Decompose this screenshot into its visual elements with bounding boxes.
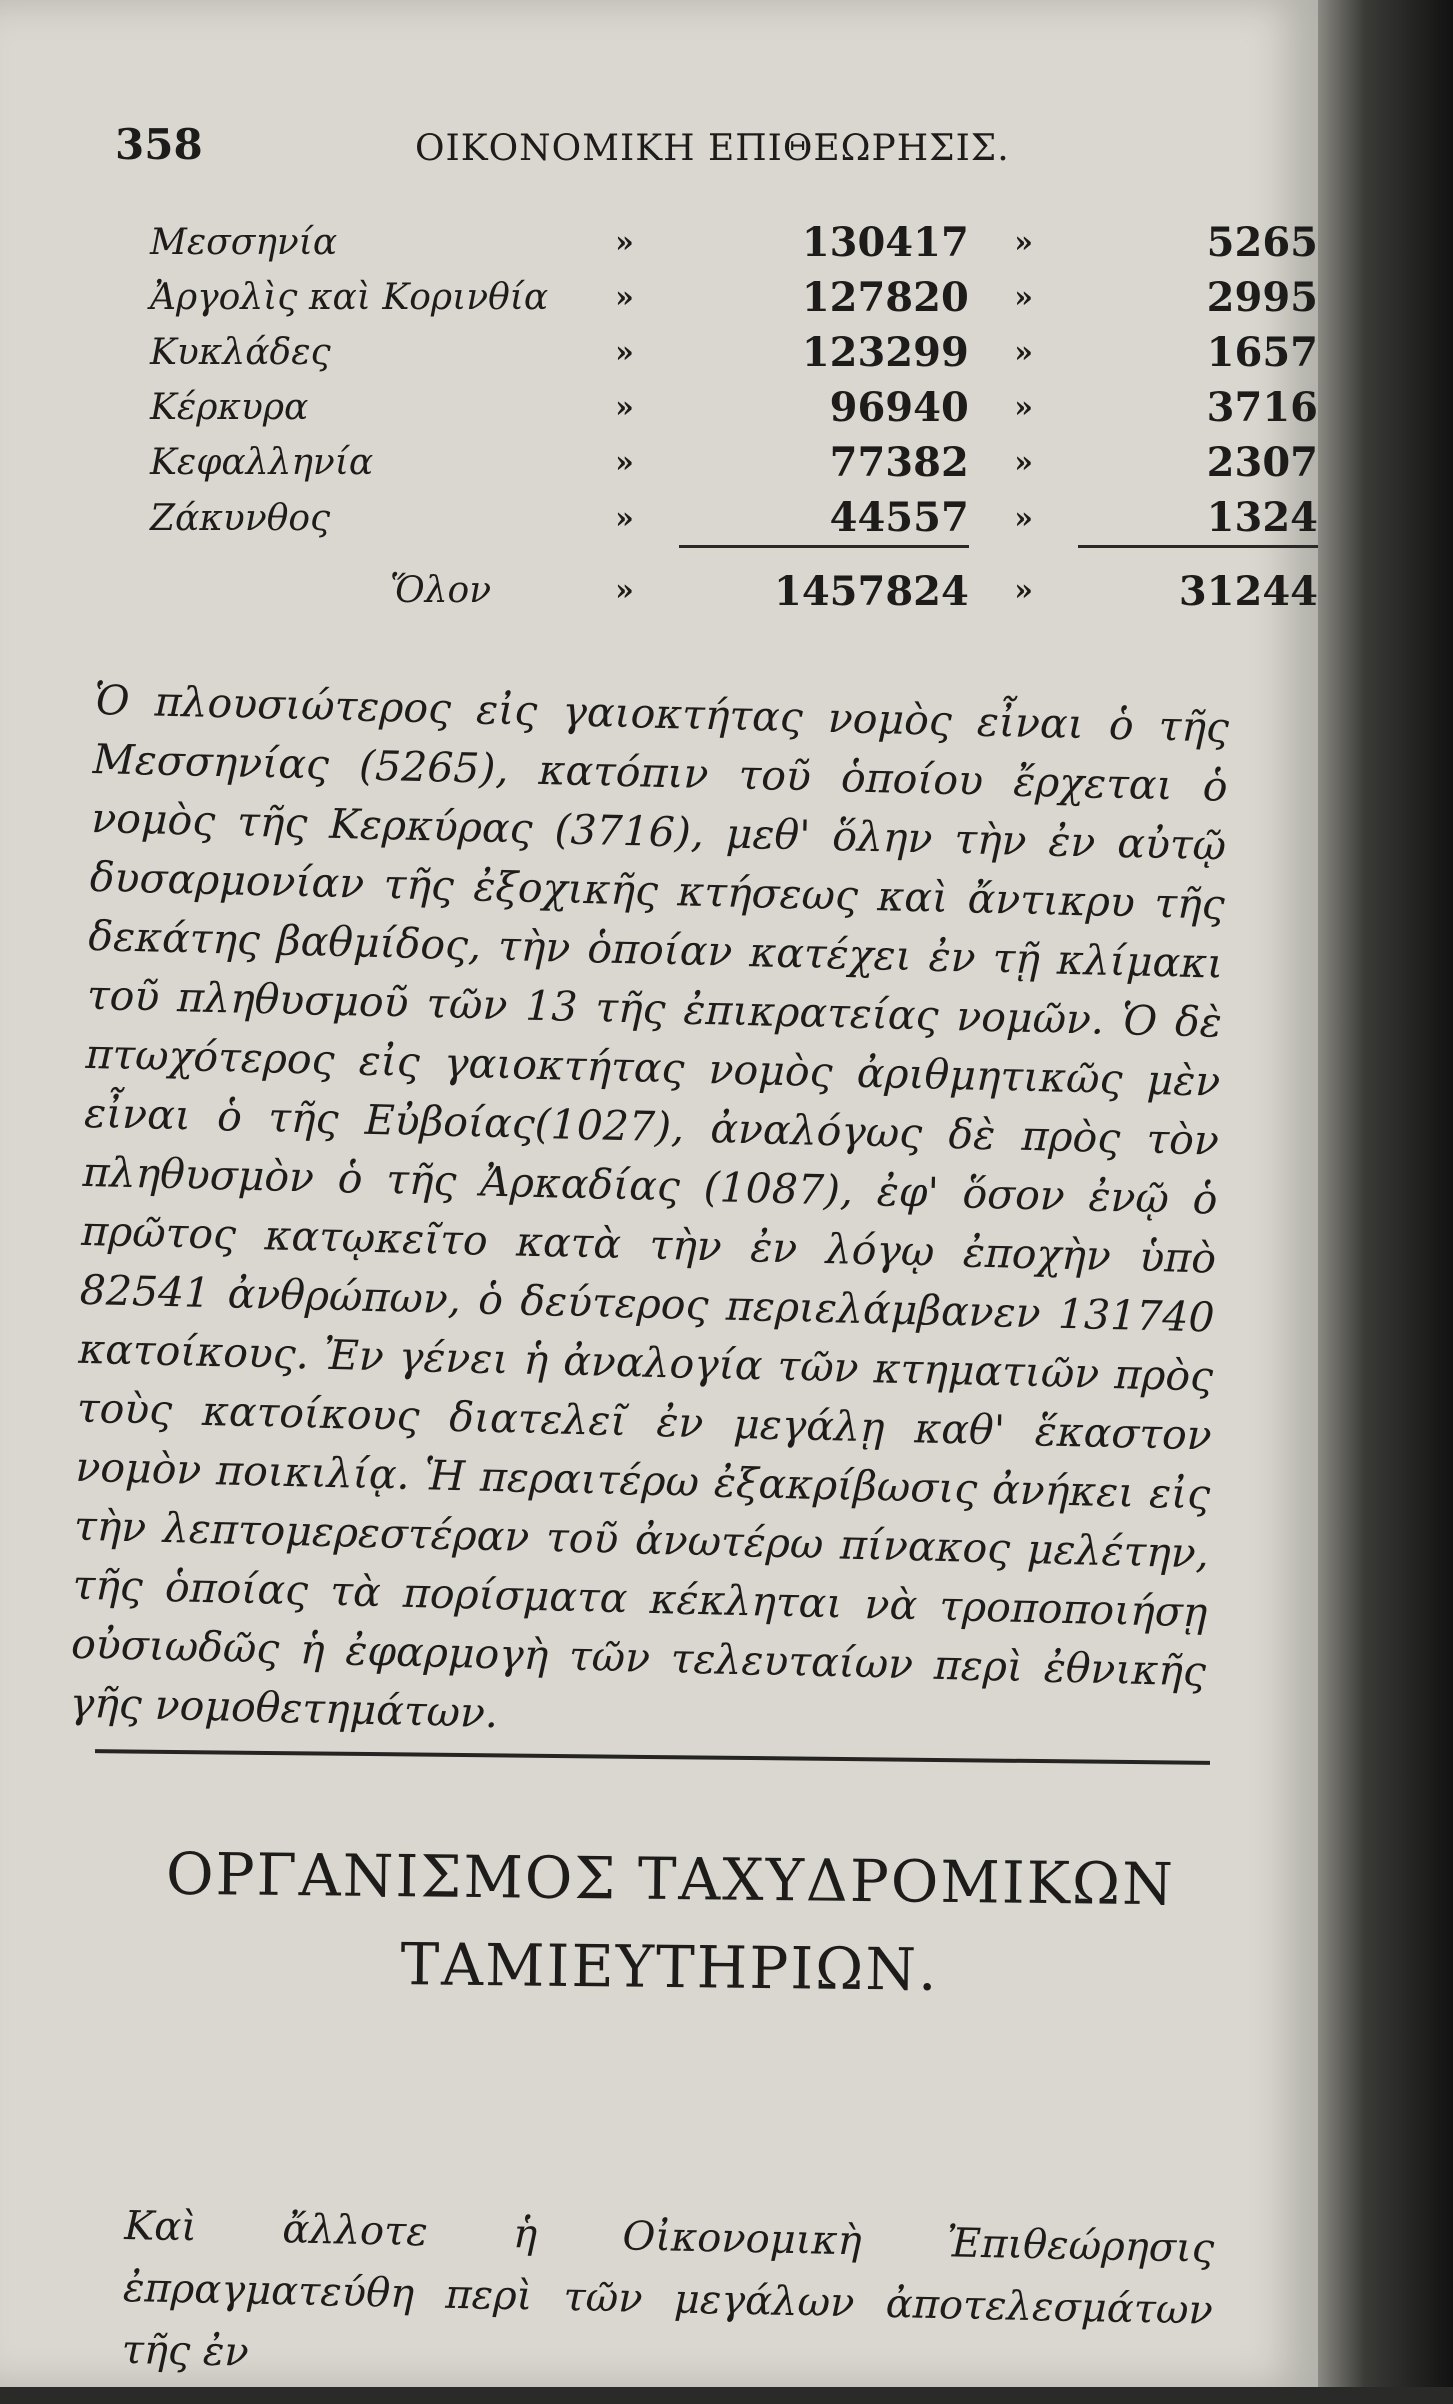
ditto-mark: » [1014, 225, 1033, 260]
table-row [150, 325, 1318, 380]
population-value: 127820 [801, 274, 969, 321]
ditto-mark: » [1014, 280, 1033, 315]
ditto-mark: » [1014, 335, 1033, 370]
population-value: 123299 [801, 329, 969, 376]
ditto-mark: » [615, 280, 634, 315]
landowners-value: 1657 [1206, 329, 1318, 376]
body-paragraph: Ὁ πλουσιώτερος εἰς γαιοκτήτας νομὸς εἶναι ὁ τῆς Μεσσηνίας (5265), κατόπιν τοῦ ὁποίου ἔρχεται ὁ νομὸς τῆς Κερκύρας (3716), μεθ' ὅλην τὴν ἐν αὐτῷ δυσαρμονίαν τῆς ἐξοχικῆς κτήσεως καὶ ἄντικρυ τῆς δεκάτης βαθμίδος, τὴν ὁποίαν κατέχει ἐν τῇ κλίμακι τοῦ πληθυσμοῦ τῶν 13 τῆς ἐπικρατείας νομῶν. Ὁ δὲ πτωχότερος εἰς γαιοκτήτας νομὸς ἀριθμητικῶς μὲν εἶναι ὁ τῆς Εὐβοίας(1027), ἀναλόγως δὲ πρὸς τὸν πληθυσμὸν ὁ τῆς Ἀρκαδίας (1087), ἐφ' ὅσον ἐνῷ ὁ πρῶτος κατῳκεῖτο κατὰ τὴν ἐν λόγῳ ἐποχὴν ὑπὸ 82541 ἀνθρώπων, ὁ δεύτερος περιελάμβανεν 131740 κατοίκους. Ἐν γένει ἡ ἀναλογία τῶν κτηματιῶν πρὸς τοὺς κατοίκους διατελεῖ ἐν μεγάλῃ καθ' ἕκαστον νομὸν ποικιλίᾳ. Ἡ περαιτέρω ἐξακρίβωσις ἀνήκει εἰς τὴν λεπτομερεστέραν τοῦ ἀνωτέρω πίνακος μελέτην, τῆς ὁποίας τὰ πορίσματα κέκληται νὰ τροποποιήσῃ οὐσιωδῶς ἡ ἐφαρμογὴ τῶν τελευταίων περὶ ἐθνικῆς γῆς νομοθετημάτων. [69, 675, 1230, 1738]
population-value: 77382 [829, 439, 969, 486]
page-number: 358 [115, 120, 203, 169]
statistics-table [150, 215, 1318, 626]
population-value: 130417 [801, 219, 969, 266]
ditto-mark: » [615, 500, 634, 536]
body-paragraph: Καὶ ἄλλοτε ἡ Οἰκονομικὴ Ἐπιθεώρησις ἐπραγματεύθη περὶ τῶν μεγάλων ἀποτελεσμάτων τῆς ἐν [121, 2202, 1215, 2376]
ditto-mark: » [1014, 445, 1033, 480]
landowners-value: 1324 [1078, 490, 1318, 547]
table-row [150, 435, 1318, 490]
prefecture-name: Ἀργολὶς καὶ Κορινθία [150, 277, 549, 318]
table-total-row [150, 547, 1318, 627]
section-title-line-2: ΤΑΜΙΕΥΤΗΡΙΩΝ. [400, 1930, 939, 2004]
ditto-mark: » [615, 225, 634, 260]
ditto-mark: » [615, 335, 634, 370]
running-head: ΟΙΚΟΝΟΜΙΚΗ ΕΠΙΘΕΩΡΗΣΙΣ. [415, 128, 1010, 169]
book-binding-edge [1318, 0, 1453, 2387]
ditto-mark: » [615, 572, 634, 608]
landowners-value: 3716 [1206, 384, 1318, 431]
prefecture-name: Κέρκυρα [150, 387, 309, 428]
total-population: 1457824 [773, 567, 969, 615]
landowners-value: 2307 [1206, 439, 1318, 486]
landowners-value: 5265 [1206, 219, 1318, 266]
ditto-mark: » [615, 445, 634, 480]
total-label: Ὅλον [390, 569, 492, 611]
population-value: 96940 [829, 384, 969, 431]
ditto-mark: » [1014, 500, 1033, 536]
table-row [150, 380, 1318, 435]
prefecture-name: Ζάκυνθος [150, 497, 331, 539]
table-row [150, 270, 1318, 325]
population-value: 44557 [679, 490, 969, 547]
ditto-mark: » [1014, 390, 1033, 425]
section-title-line-1: ΟΡΓΑΝΙΣΜΟΣ ΤΑΧΥΔΡΟΜΙΚΩΝ [165, 1839, 1176, 1919]
prefecture-name: Μεσσηνία [150, 222, 338, 263]
total-landowners: 31244 [1178, 567, 1318, 615]
table-row [150, 490, 1318, 547]
landowners-value: 2995 [1206, 274, 1318, 321]
ditto-mark: » [1014, 572, 1033, 608]
section-heading [94, 1829, 1246, 2017]
table-row [150, 215, 1318, 270]
prefecture-name: Κυκλάδες [150, 332, 331, 373]
prefecture-name: Κεφαλληνία [150, 442, 374, 483]
ditto-mark: » [615, 390, 634, 425]
page-header [115, 120, 1225, 190]
